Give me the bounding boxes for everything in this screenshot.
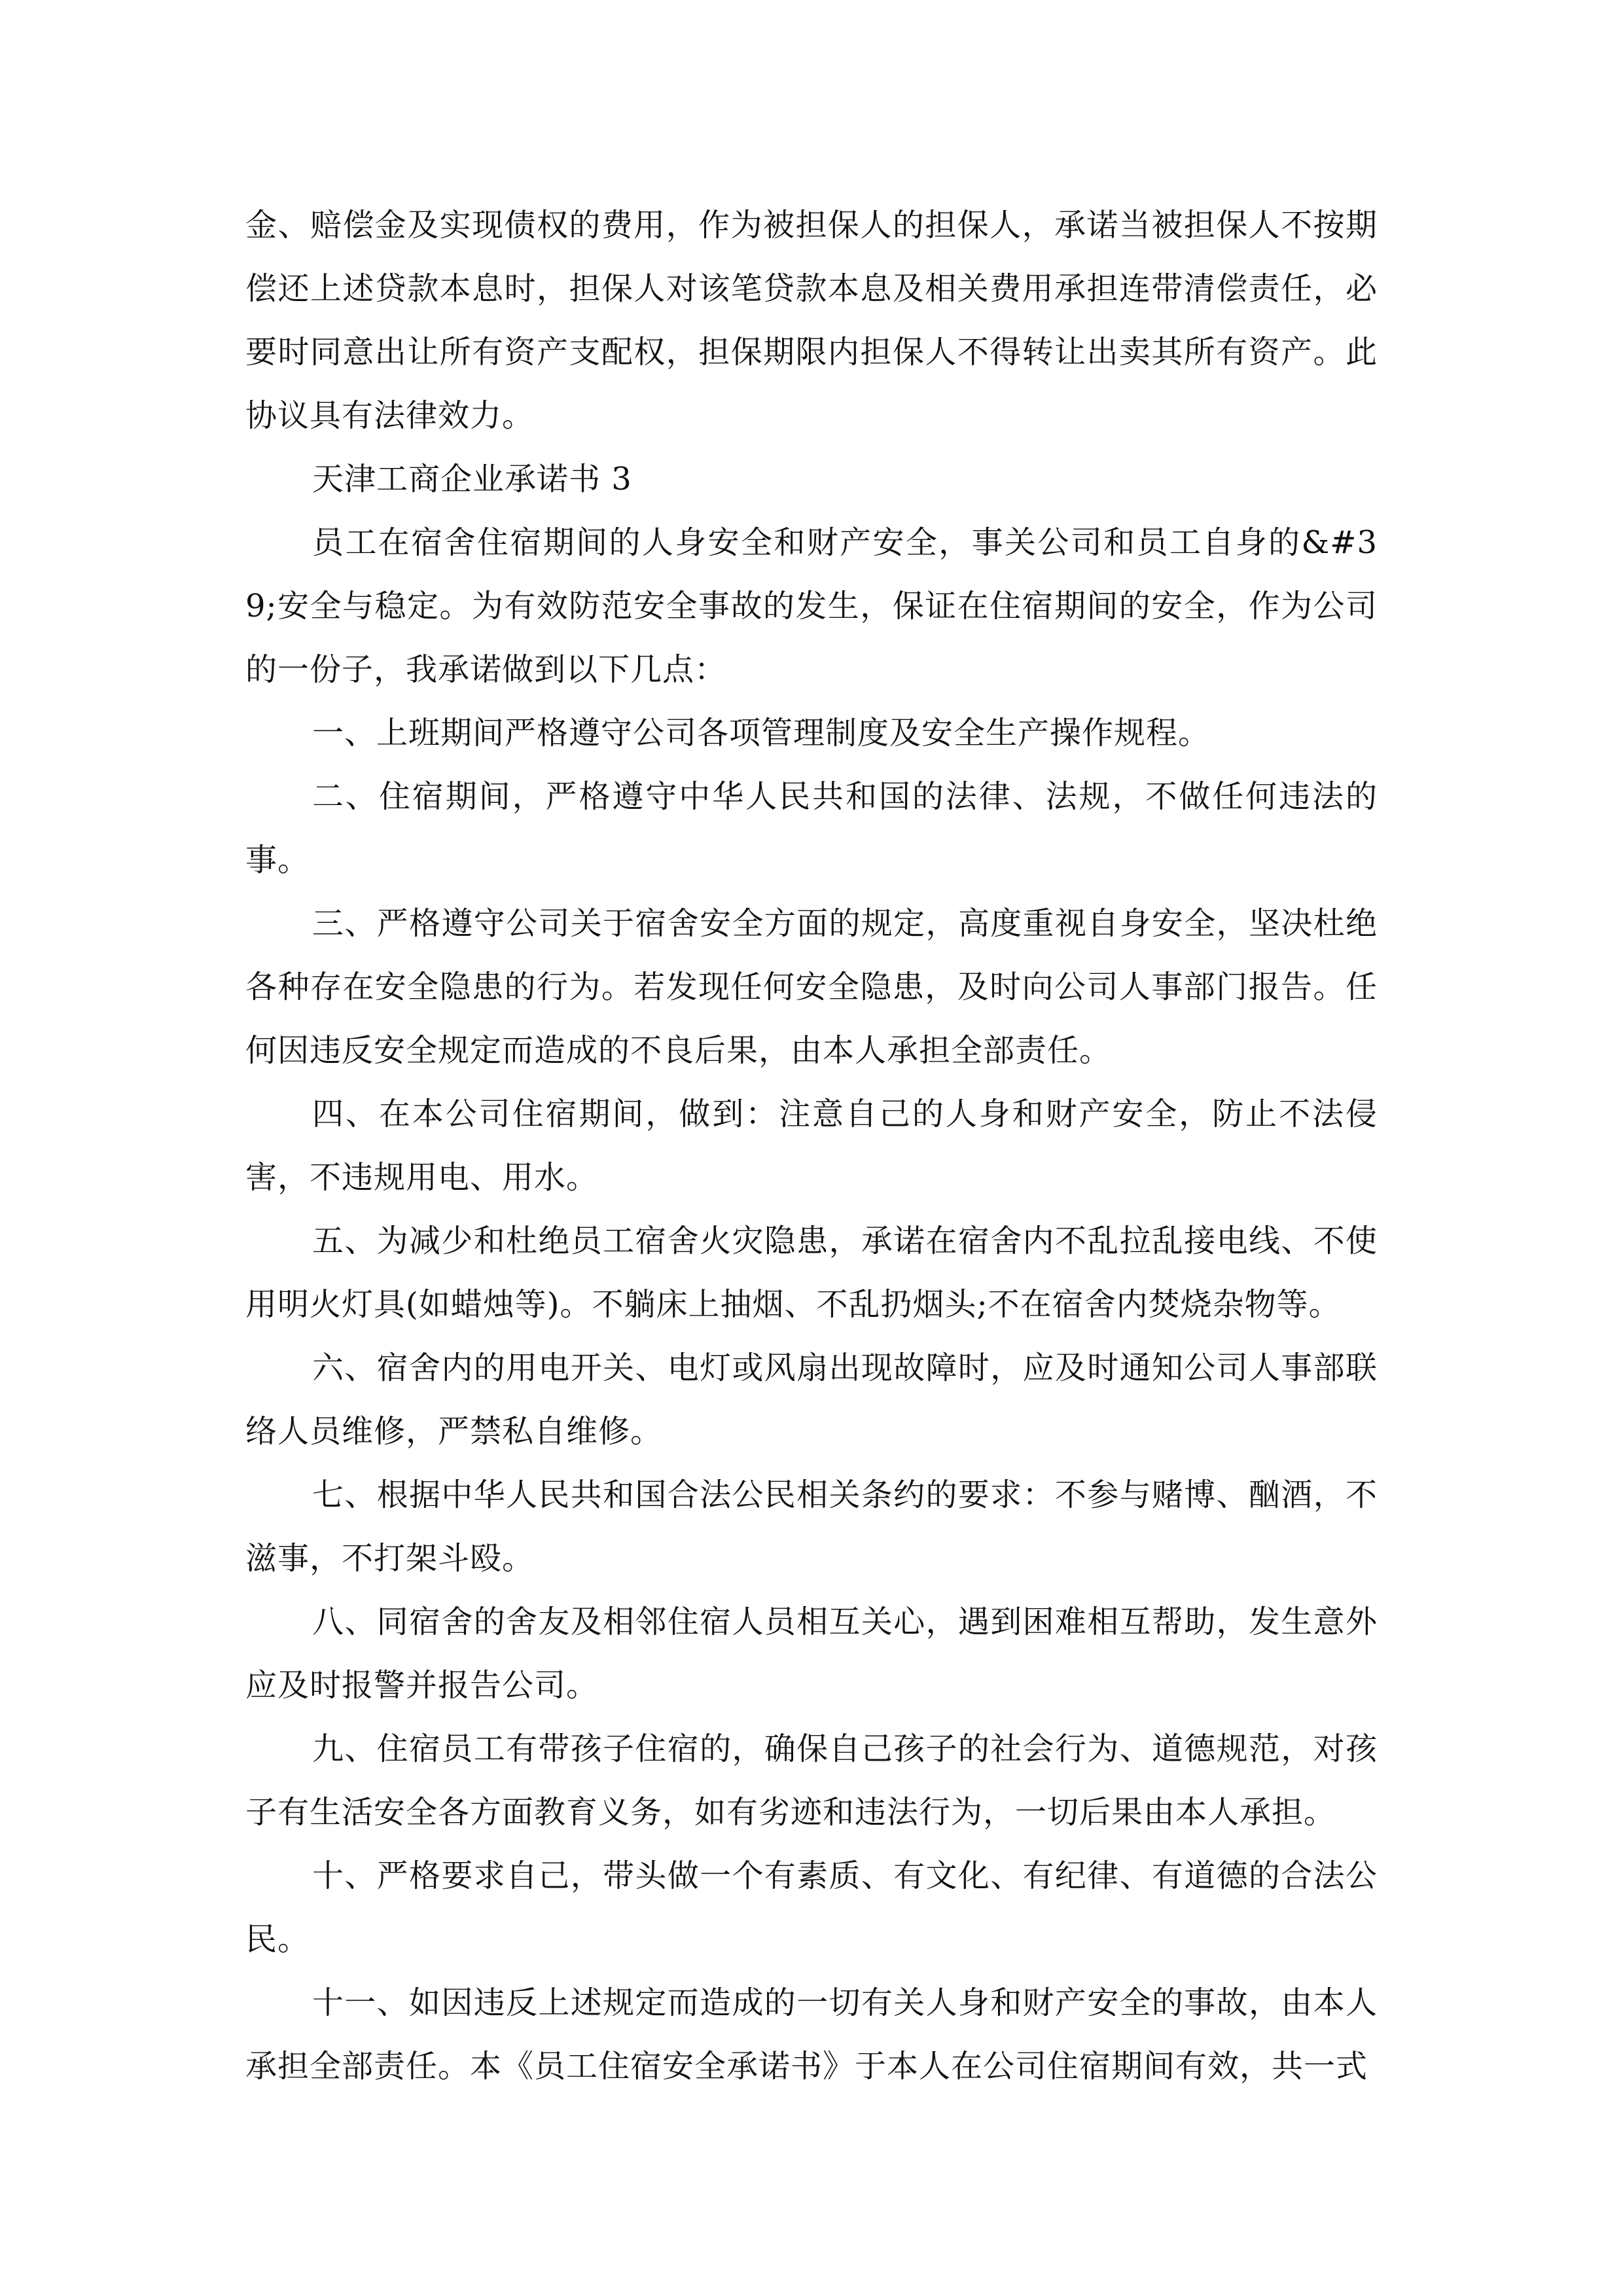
list-item: 五、为减少和杜绝员工宿舍火灾隐患，承诺在宿舍内不乱拉乱接电线、不使用明火灯具(如蜡烛等)。不躺床上抽烟、不乱扔烟头;不在宿舍内焚烧杂物等。: [245, 1223, 1378, 1323]
list-item: 十、严格要求自己，带头做一个有素质、有文化、有纪律、有道德的合法公民。: [245, 1857, 1378, 1958]
list-item: 十一、如因违反上述规定而造成的一切有关人身和财产安全的事故，由本人承担全部责任。本《员工住宿安全承诺书》于本人在公司住宿期间有效，共一式: [245, 1984, 1378, 2085]
list-item: 八、同宿舍的舍友及相邻住宿人员相互关心，遇到困难相互帮助，发生意外应及时报警并报告公司。: [245, 1604, 1378, 1704]
list-item: 九、住宿员工有带孩子住宿的，确保自己孩子的社会行为、道德规范，对孩子有生活安全各方面教育义务，如有劣迹和违法行为，一切后果由本人承担。: [245, 1731, 1378, 1831]
list-item: 七、根据中华人民共和国合法公民相关条约的要求：不参与赌博、酗酒，不滋事，不打架斗殴。: [245, 1477, 1378, 1577]
list-item: 六、宿舍内的用电开关、电灯或风扇出现故障时，应及时通知公司人事部联络人员维修，严禁私自维修。: [245, 1350, 1378, 1450]
paragraph-intro: 员工在宿舍住宿期间的人身安全和财产安全，事关公司和员工自身的&#39;安全与稳定。为有效防范安全事故的发生，保证在住宿期间的安全，作为公司的一份子，我承诺做到以下几点：: [245, 524, 1378, 688]
list-item: 三、严格遵守公司关于宿舍安全方面的规定，高度重视自身安全，坚决杜绝各种存在安全隐患的行为。若发现任何安全隐患，及时向公司人事部门报告。任何因违反安全规定而造成的不良后果，由本人承担全部责任。: [245, 905, 1378, 1069]
list-item: 四、在本公司住宿期间，做到：注意自己的人身和财产安全，防止不法侵害，不违规用电、用水。: [245, 1096, 1378, 1196]
paragraph-guarantee-continuation: 金、赔偿金及实现债权的费用，作为被担保人的担保人，承诺当被担保人不按期偿还上述贷款本息时，担保人对该笔贷款本息及相关费用承担连带清偿责任，必要时同意出让所有资产支配权，担保期限内担保人不得转让出卖其所有资产。此协议具有法律效力。: [245, 207, 1378, 434]
list-item: 二、住宿期间，严格遵守中华人民共和国的法律、法规，不做任何违法的事。: [245, 778, 1378, 878]
list-item: 一、上班期间严格遵守公司各项管理制度及安全生产操作规程。: [312, 715, 1211, 751]
section-heading: 天津工商企业承诺书 3: [312, 461, 632, 497]
document-body: [245, 194, 1378, 2098]
